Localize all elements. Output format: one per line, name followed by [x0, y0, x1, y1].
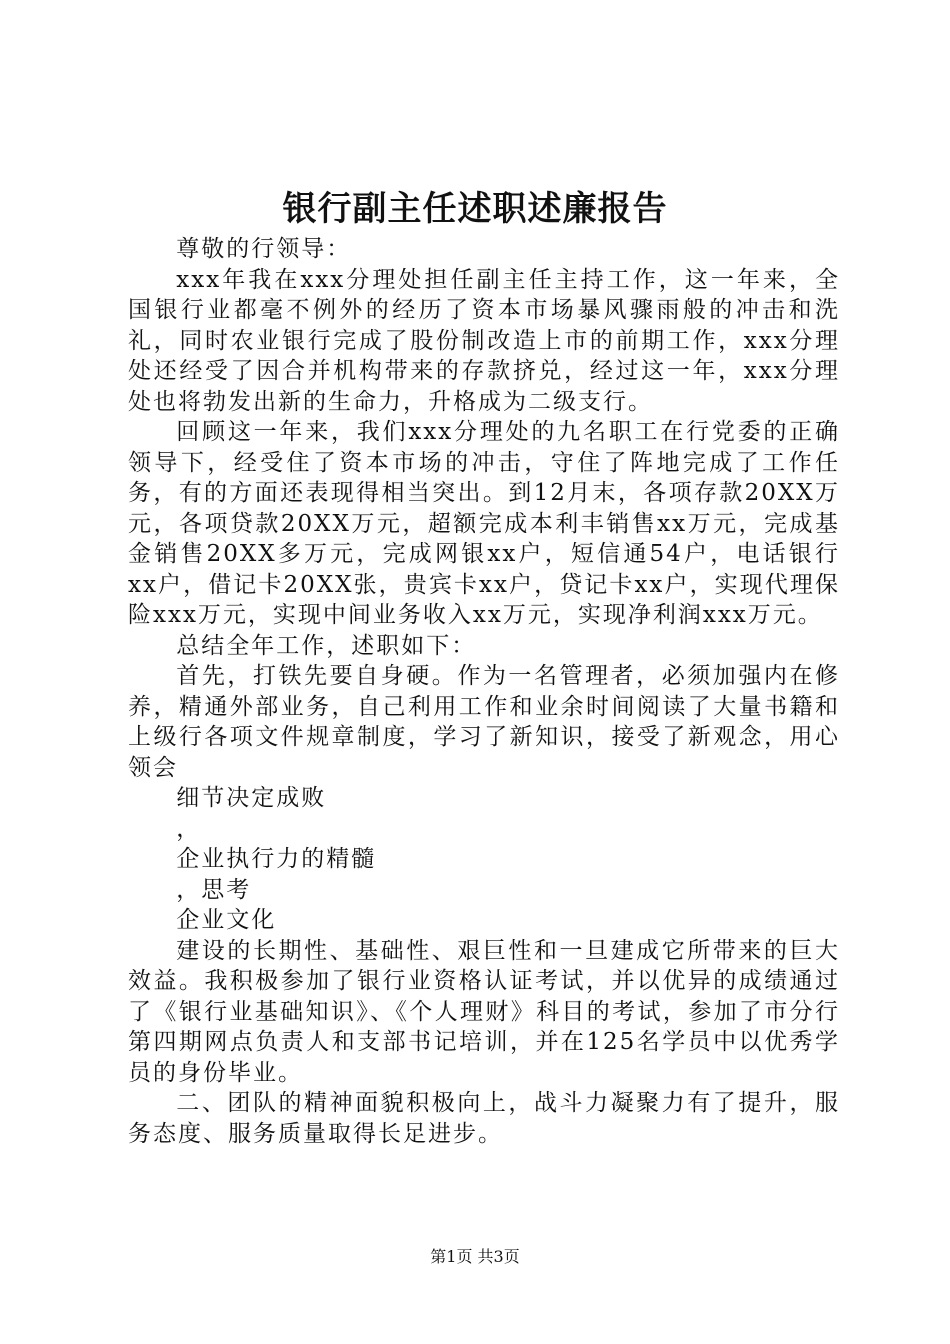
paragraph-summary-lead: 总结全年工作，述职如下：	[176, 632, 477, 659]
paragraph-review: 回顾这一年来，我们xxx分理处的九名职工在行党委的正确领导下，经受住了资本市场的冲击，守住了阵地完成了工作任务，有的方面还表现得相当突出。到12月末，各项存款20XX万元，各项贷款20XX万元，超额完成本利丰销售xx万元，完成基金销售20XX多万元，完成网银xx户，短信通54户，电话银行xx户，借记卡20XX张，贵宾卡xx户，贷记卡xx户，实现代理保险xxx万元，实现中间业务收入xx万元，实现净利润xxx万元。	[128, 419, 840, 628]
fragment-execution: 企业执行力的精髓	[176, 846, 377, 872]
document-title: 银行副主任述职述廉报告	[282, 189, 668, 229]
paragraph-second-point: 二、团队的精神面貌积极向上，战斗力凝聚力有了提升，服务态度、服务质量取得长足进步。	[128, 1090, 840, 1147]
salutation: 尊敬的行领导：	[176, 236, 352, 262]
fragment-thinking: ，思考	[176, 876, 252, 903]
document-body	[128, 234, 840, 1149]
fragment-comma: ，	[176, 815, 202, 842]
paragraph-intro: xxx年我在xxx分理处担任副主任主持工作，这一年来，全国银行业都毫不例外的经历了资本市场暴风骤雨般的冲击和洗礼，同时农业银行完成了股份制改造上市的前期工作，xxx分理处还经受了因合并机构带来的存款挤兑，经过这一年，xxx分理处也将勃发出新的生命力，升格成为二级支行。	[128, 266, 840, 415]
paragraph-culture-building: 建设的长期性、基础性、艰巨性和一旦建成它所带来的巨大效益。我积极参加了银行业资格认证考试，并以优异的成绩通过了《银行业基础知识》、《个人理财》科目的考试，参加了市分行第四期网点负责人和支部书记培训，并在125名学员中以优秀学员的身份毕业。	[128, 937, 840, 1086]
fragment-culture: 企业文化	[176, 907, 277, 933]
page-footer: 第1页 共3页	[430, 1247, 520, 1266]
fragment-details: 细节决定成败	[176, 785, 327, 811]
paragraph-first-point: 首先，打铁先要自身硬。作为一名管理者，必须加强内在修养，精通外部业务，自己利用工作和业余时间阅读了大量书籍和上级行各项文件规章制度，学习了新知识，接受了新观念，用心领会	[128, 663, 840, 781]
